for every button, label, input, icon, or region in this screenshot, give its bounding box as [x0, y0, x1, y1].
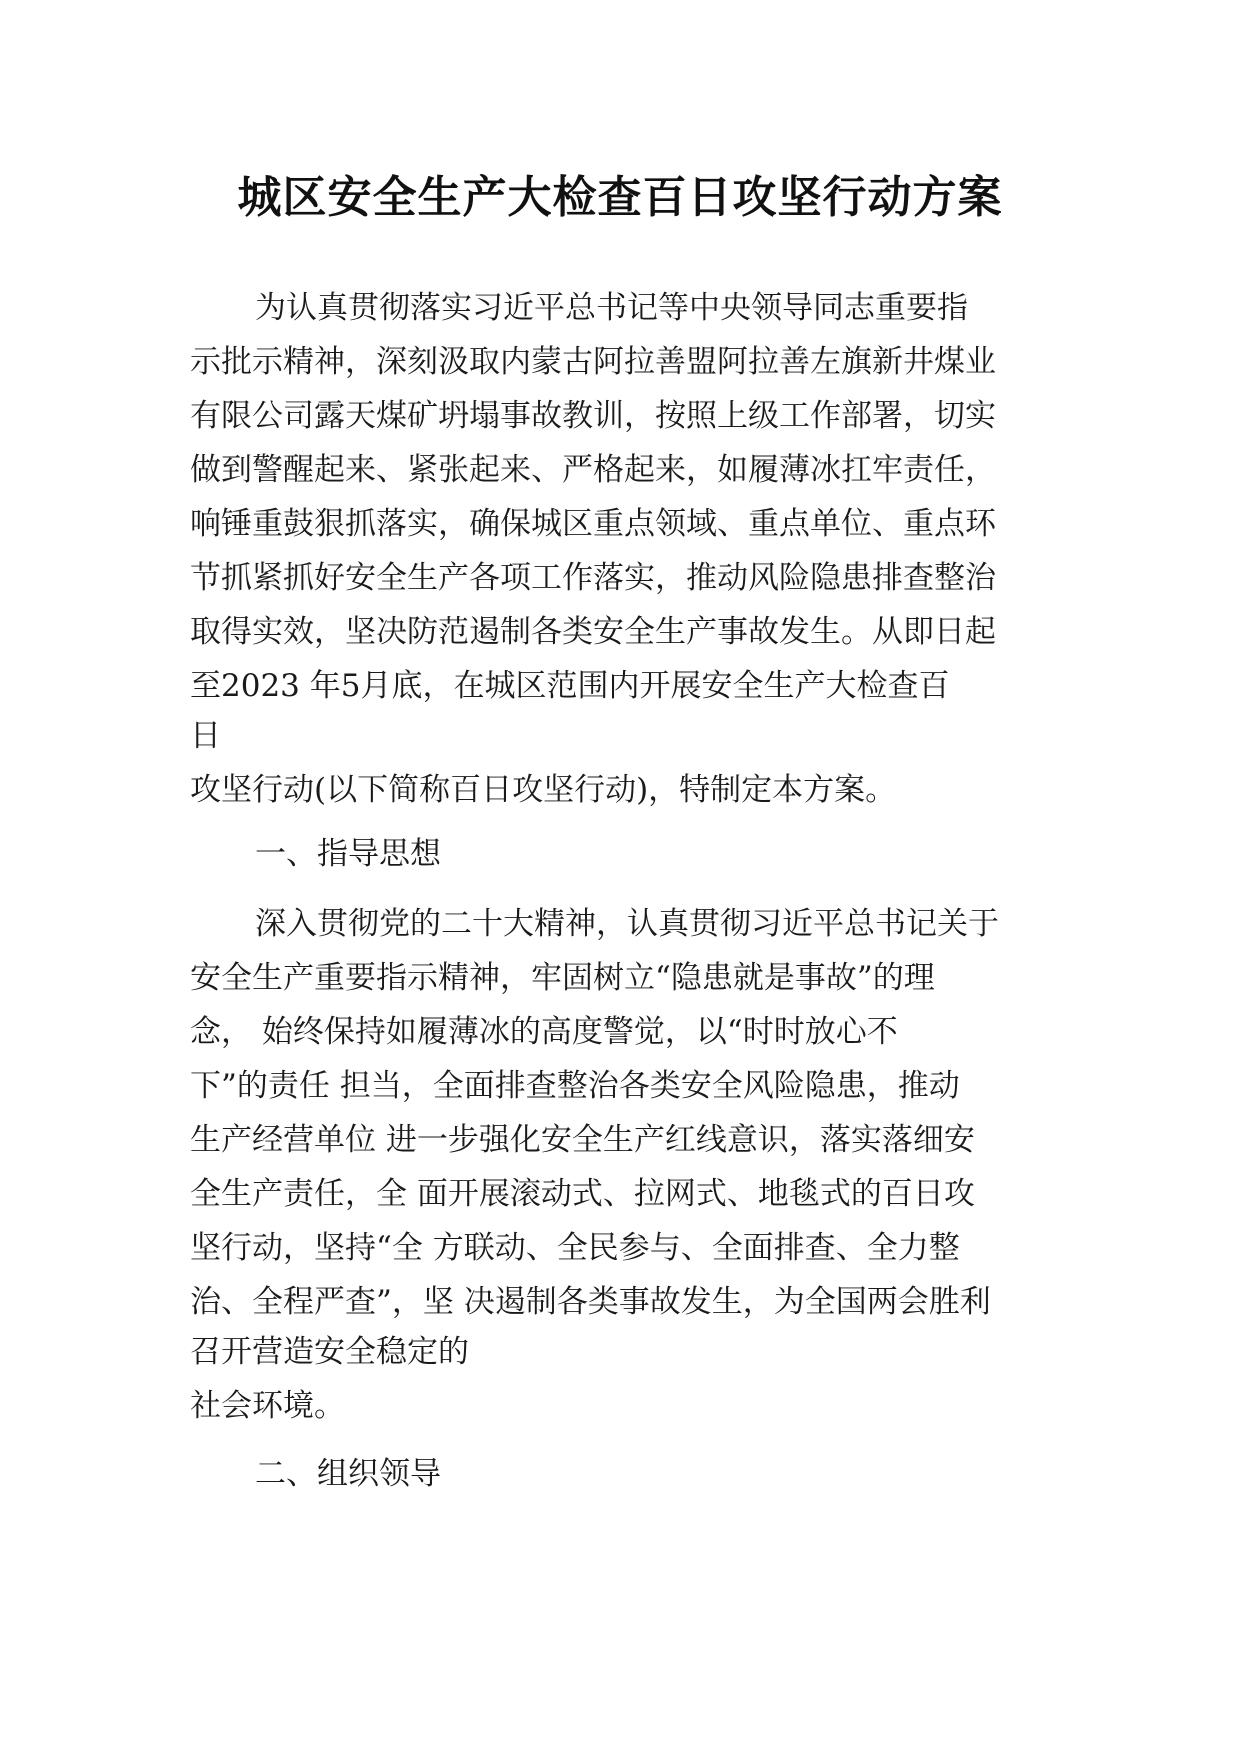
- paragraph-line: 坚行动，坚持“全 方联动、全民参与、全面排查、全力整: [190, 1230, 960, 1266]
- section-heading: 二、组织领导: [255, 1456, 441, 1492]
- section-heading: 一、指导思想: [255, 836, 441, 872]
- paragraph-line: 攻坚行动(以下简称百日攻坚行动)，特制定本方案。: [190, 772, 897, 808]
- paragraph-line: 深入贯彻党的二十大精神，认真贯彻习近平总书记关于: [255, 906, 999, 942]
- paragraph-line: 治、全程严查”，坚 决遏制各类事故发生，为全国两会胜利: [190, 1284, 991, 1320]
- paragraph-line: 做到警醒起来、紧张起来、严格起来，如履薄冰扛牢责任，: [190, 452, 996, 488]
- paragraph-line: 下”的责任 担当，全面排查整治各类安全风险隐患，推动: [190, 1068, 960, 1104]
- paragraph-line: 召开营造安全稳定的: [190, 1334, 469, 1370]
- paragraph-line: 节抓紧抓好安全生产各项工作落实，推动风险隐患排查整治: [190, 560, 996, 596]
- paragraph-line: 生产经营单位 进一步强化安全生产红线意识，落实落细安: [190, 1122, 975, 1158]
- paragraph-line: 日: [190, 718, 221, 754]
- paragraph-line: 社会环境。: [190, 1388, 345, 1424]
- paragraph-line: 为认真贯彻落实习近平总书记等中央领导同志重要指: [255, 290, 968, 326]
- paragraph-line: 响锤重鼓狠抓落实，确保城区重点领域、重点单位、重点环: [190, 506, 996, 542]
- paragraph-line: 念， 始终保持如履薄冰的高度警觉，以“时时放心不: [190, 1014, 898, 1050]
- document-title: 城区安全生产大检查百日攻坚行动方案: [237, 172, 1003, 223]
- paragraph-line: 取得实效，坚决防范遏制各类安全生产事故发生。从即日起: [190, 614, 996, 650]
- paragraph-line: 全生产责任，全 面开展滚动式、拉网式、地毯式的百日攻: [190, 1176, 975, 1212]
- paragraph-line: 示批示精神，深刻汲取内蒙古阿拉善盟阿拉善左旗新井煤业: [190, 344, 996, 380]
- paragraph-line: 有限公司露天煤矿坍塌事故教训，按照上级工作部署，切实: [190, 398, 996, 434]
- paragraph-line: 安全生产重要指示精神，牢固树立“隐患就是事故”的理: [190, 960, 935, 996]
- paragraph-line: 至2023 年5月底，在城区范围内开展安全生产大检查百: [190, 668, 950, 704]
